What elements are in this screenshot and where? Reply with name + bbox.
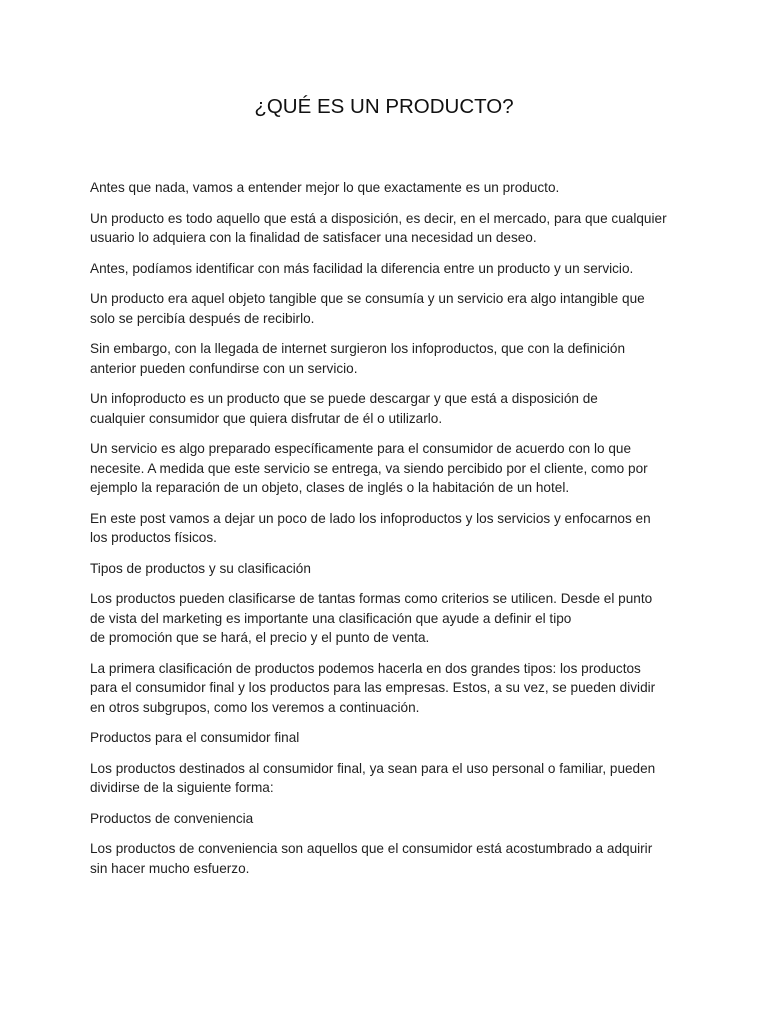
paragraph — [90, 809, 676, 829]
paragraph-line: Un servicio es algo preparado específicamente para el consumidor de acuerdo con lo que — [90, 441, 632, 456]
paragraph — [90, 339, 676, 378]
paragraph-line: En este post vamos a dejar un poco de lado los infoproductos y los servicios y enfocarnos en — [90, 510, 651, 526]
paragraph-line: en otros subgrupos, como los veremos a continuación. — [90, 699, 420, 715]
paragraph — [90, 559, 676, 579]
paragraph — [90, 289, 676, 328]
paragraph-line: Los productos destinados al consumidor final, ya sean para el uso personal o familiar, pueden — [90, 760, 656, 776]
paragraph — [90, 209, 676, 248]
paragraph-line: usuario lo adquiera con la finalidad de satisfacer una necesidad un deseo. — [90, 230, 537, 245]
paragraph-line: solo se percibía después de recibirlo. — [90, 310, 315, 326]
paragraph — [90, 259, 676, 279]
paragraph-line: Un producto era aquel objeto tangible que se consumía y un servicio era algo intangible que — [90, 291, 645, 306]
paragraph-line: cualquier consumidor que quiera disfrutar de él o utilizarlo. — [90, 410, 443, 426]
paragraph-line: los productos físicos. — [90, 530, 217, 545]
paragraph-line: Antes que nada, vamos a entender mejor lo que exactamente es un producto. — [90, 180, 560, 195]
paragraph-line: La primera clasificación de productos podemos hacerla en dos grandes tipos: los productos — [90, 660, 641, 676]
paragraph-line: Productos para el consumidor final — [90, 730, 300, 745]
paragraph — [90, 439, 676, 498]
paragraph-line: Sin embargo, con la llegada de internet surgieron los infoproductos, que con la definición — [90, 341, 626, 356]
paragraph — [90, 659, 676, 718]
paragraph-line: para el consumidor final y los productos para las empresas. Estos, a su vez, se pueden dividir — [90, 680, 656, 695]
paragraph-line: ejemplo la reparación de un objeto, clases de inglés o la habitación de un hotel. — [90, 480, 570, 495]
paragraph — [90, 589, 676, 648]
paragraph-line: Los productos pueden clasificarse de tantas formas como criterios se utilicen. Desde el punto — [90, 591, 653, 606]
paragraph-line: sin hacer mucho esfuerzo. — [90, 860, 250, 876]
paragraph-line: Antes, podíamos identificar con más facilidad la diferencia entre un producto y un servicio. — [90, 260, 634, 276]
paragraph — [90, 759, 676, 798]
paragraph-line: necesite. A medida que este servicio se entrega, va siendo percibido por el cliente, como por — [90, 460, 648, 476]
paragraph-line: de promoción que se hará, el precio y el punto de venta. — [90, 630, 430, 645]
paragraph-line: Un producto es todo aquello que está a disposición, es decir, en el mercado, para que cualquier — [90, 210, 667, 226]
paragraph-line: Productos de conveniencia — [90, 810, 254, 826]
paragraph — [90, 389, 676, 428]
paragraph-line: Un infoproducto es un producto que se puede descargar y que está a disposición de — [90, 391, 598, 406]
paragraph — [90, 839, 676, 878]
paragraph — [90, 728, 676, 748]
paragraph-line: Los productos de conveniencia son aquellos que el consumidor está acostumbrado a adquirir — [90, 841, 653, 856]
paragraph-line: anterior pueden confundirse con un servicio. — [90, 360, 358, 376]
document-title: ¿QUÉ ES UN PRODUCTO? — [254, 95, 514, 118]
paragraph — [90, 178, 676, 198]
paragraph-line: de vista del marketing es importante una clasificación que ayude a definir el tipo — [90, 610, 572, 626]
paragraph-line: Tipos de productos y su clasificación — [90, 560, 311, 576]
paragraph-line: dividirse de la siguiente forma: — [90, 780, 274, 795]
document-body — [90, 178, 676, 889]
paragraph — [90, 509, 676, 548]
